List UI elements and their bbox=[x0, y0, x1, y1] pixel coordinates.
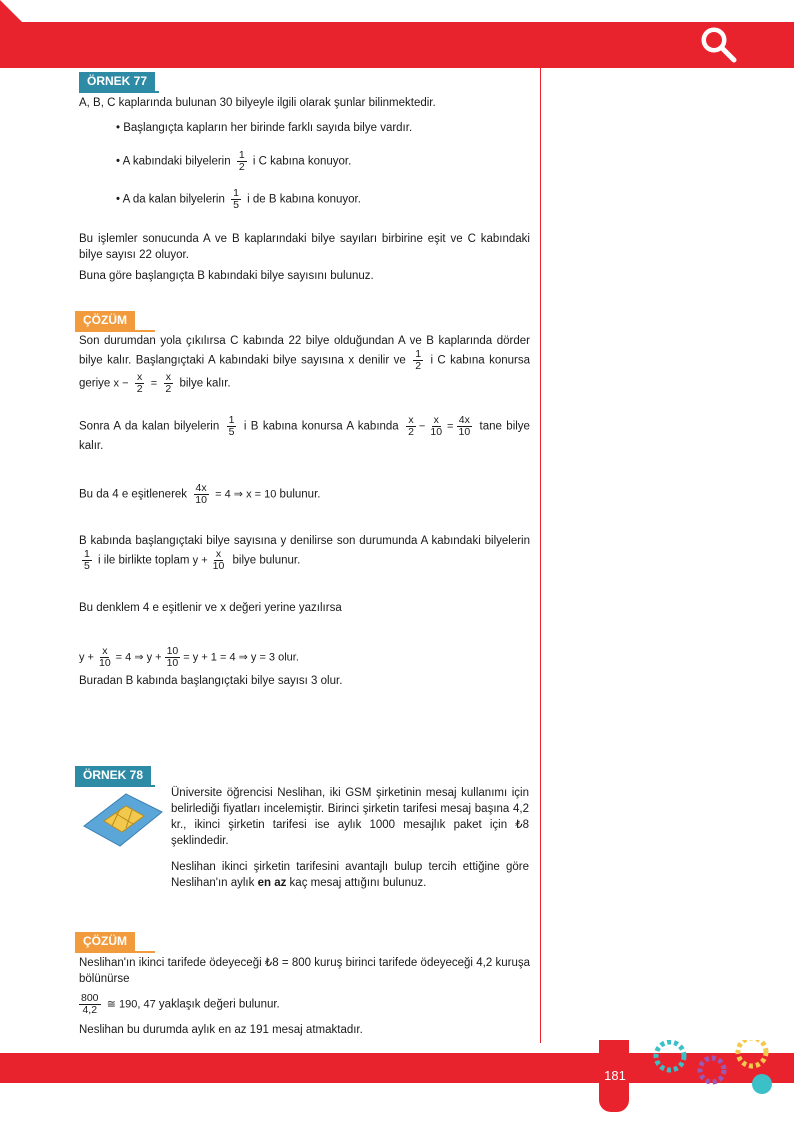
margin-line bbox=[540, 68, 541, 1043]
header-notch bbox=[0, 0, 22, 44]
example-77-para: Bu işlemler sonucunda A ve B kaplarındaki bilye sayıları birbirine eşit ve C kabındaki bilye sayısı 22 oluyor. bbox=[79, 233, 530, 261]
gears-icon bbox=[640, 1040, 794, 1100]
solution-78-line-2: $\frac{800}{4,2}$ ≅ 190, 47 yaklaşık değeri bulunur. bbox=[81, 992, 280, 1016]
label-underline bbox=[75, 330, 155, 332]
bullet-3: • A da kalan bilyelerin $\frac{1}{5}$ i de B kabına konuyor. bbox=[116, 187, 361, 211]
sim-card-icon bbox=[80, 790, 164, 850]
solution-78-line-1: Neslihan'ın ikinci tarifede ödeyeceği ₺8 = 800 kuruş birinci tarifede ödeyeceği 4,2 kuruşa bölünürse bbox=[79, 957, 530, 985]
solution-78-label: ÇÖZÜM bbox=[75, 932, 135, 951]
solution-equation: y + $\frac{x}{10}$ = 4 ⇒ y + $\frac{10}{10}$ = y + 1 = 4 ⇒ y = 3 olur. bbox=[79, 645, 299, 669]
solution-line-2: Sonra A da kalan bilyelerin $\frac{1}{5}$ i B kabına konursa A kabında $\frac{x}{2}$ − $\frac{x}{10}$ = $\frac{4x}{10}$ tane bilye kalır. bbox=[79, 414, 530, 452]
solution-line-3: Bu da 4 e eşitlenerek $\frac{4x}{10}$ = 4 ⇒ x = 10 bulunur. bbox=[79, 482, 321, 506]
magnifier-icon bbox=[698, 24, 738, 64]
example-77-intro: A, B, C kaplarında bulunan 30 bilyeyle ilgili olarak şunlar bilinmektedir. bbox=[79, 97, 436, 109]
solution-line-5: Bu denklem 4 e eşitlenir ve x değeri yerine yazılırsa bbox=[79, 602, 342, 614]
solution-line-4: B kabında başlangıçtaki bilye sayısına y denilirse son durumunda A kabındaki bilyelerin $\frac{1}{5}$ i ile birlikte toplam y + $\frac{x}{10}$ bilye bulunur. bbox=[79, 535, 530, 572]
solution-line-7: Buradan B kabında başlangıçtaki bilye sayısı 3 olur. bbox=[79, 675, 343, 687]
bullet-1: • Başlangıçta kapların her birinde farklı sayıda bilye vardır. bbox=[116, 122, 413, 134]
example-78-para-1: Üniversite öğrencisi Neslihan, iki GSM şirketinin mesaj kullanımı için belirlediği fiyatları incelemiştir. Birinci şirketin tarifesi mesaj başına 4,2 kr., ikinci şirketin tarifesi ise aylık 1000 mesajlık paket için ₺8 şeklindedir. bbox=[171, 787, 529, 847]
solution-78-line-3: Neslihan bu durumda aylık en az 191 mesaj atmaktadır. bbox=[79, 1024, 363, 1036]
bullet-2: • A kabındaki bilyelerin $\frac{1}{2}$ i C kabına konuyor. bbox=[116, 149, 352, 173]
example-77-label: ÖRNEK 77 bbox=[79, 72, 155, 91]
label-underline bbox=[75, 785, 155, 787]
solution-line-1: Son durumdan yola çıkılırsa C kabında 22 bilye olduğundan A ve B kaplarında dörder bilye kalır. Başlangıçtaki A kabındaki bilye sayısına x denilir ve $\frac{1}{2}$ i C kabına konursa geriye x − $\frac{x}{2}$ = $\frac{x}{2}$ bilye kalır. bbox=[79, 335, 530, 395]
solution-77-label: ÇÖZÜM bbox=[75, 311, 135, 330]
label-underline bbox=[75, 951, 155, 953]
example-77-question: Buna göre başlangıçta B kabındaki bilye sayısını bulunuz. bbox=[79, 270, 374, 282]
header-bar bbox=[0, 22, 794, 68]
example-78-para-2: Neslihan ikinci şirketin tarifesini avantajlı bulup tercih ettiğine göre Neslihan'ın aylık en az kaç mesaj attığını bulunuz. bbox=[171, 861, 529, 889]
example-78-label: ÖRNEK 78 bbox=[75, 766, 151, 785]
page-number: 181 bbox=[604, 1068, 626, 1083]
label-underline bbox=[79, 91, 159, 93]
